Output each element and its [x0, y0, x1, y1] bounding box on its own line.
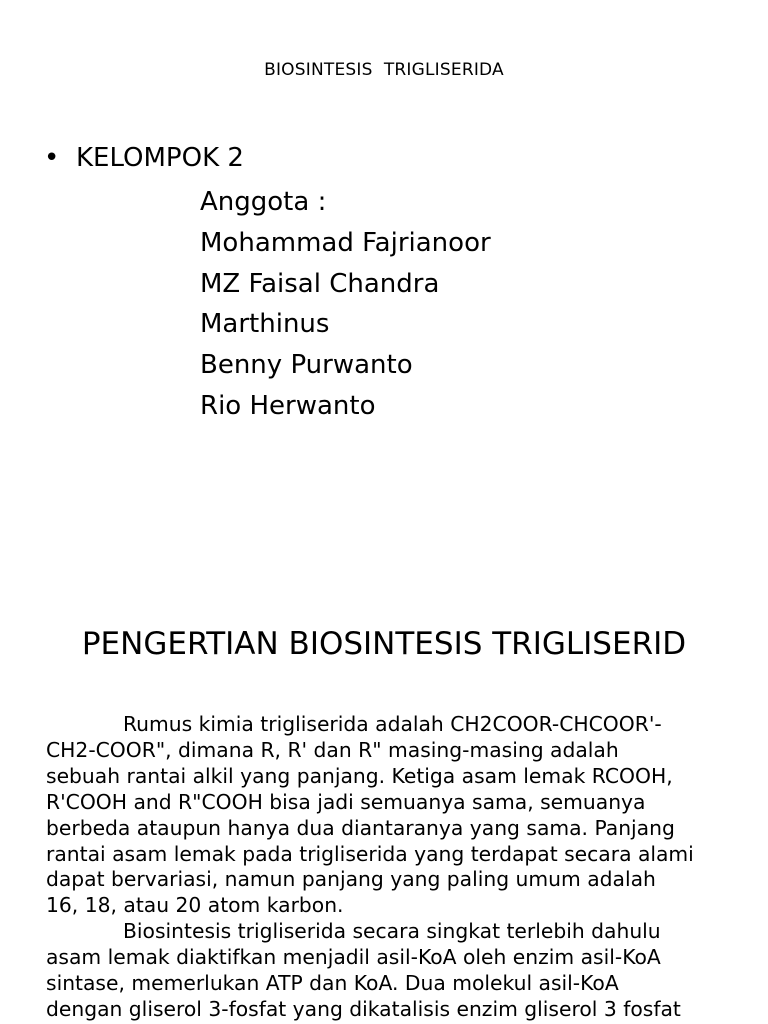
- member-name: Rio Herwanto: [200, 390, 376, 421]
- text-line: CH2-COOR", dimana R, R' dan R" masing-masing adalah: [46, 737, 619, 762]
- text-line: berbeda ataupun hanya dua diantaranya yang sama. Panjang: [46, 815, 675, 840]
- text-line: Rumus kimia trigliserida adalah CH2COOR-CHCOOR'-: [123, 712, 662, 736]
- text-line: sebuah rantai alkil yang panjang. Ketiga asam lemak RCOOH,: [46, 763, 673, 788]
- member-name: Mohammad Fajrianoor: [200, 227, 491, 258]
- slide-2-title: PENGERTIAN BIOSINTESIS TRIGLISERID: [81, 626, 687, 662]
- text-line: rantai asam lemak pada trigliserida yang terdapat secara alami: [46, 841, 694, 866]
- text-line: asam lemak diaktifkan menjadil asil-KoA oleh enzim asil-KoA: [46, 945, 661, 970]
- members-label: Anggota :: [200, 187, 327, 217]
- paragraph-1: [46, 712, 736, 919]
- slide-1-title: BIOSINTESIS TRIGLISERIDA: [264, 60, 504, 80]
- text-line: dapat bervariasi, namun panjang yang paling umum adalah: [46, 867, 656, 892]
- bullet-icon: •: [44, 143, 60, 173]
- text-line: sintase, memerlukan ATP dan KoA. Dua molekul asil-KoA: [46, 971, 619, 996]
- text-line: R'COOH and R"COOH bisa jadi semuanya sama, semuanya: [46, 789, 646, 814]
- text-line: dengan gliserol 3-fosfat yang dikatalisis enzim gliserol 3 fosfat: [46, 996, 681, 1021]
- member-name: Benny Purwanto: [200, 350, 413, 381]
- text-line: Biosintesis trigliserida secara singkat terlebih dahulu: [123, 919, 661, 944]
- text-line: 16, 18, atau 20 atom karbon.: [46, 893, 344, 918]
- member-name: MZ Faisal Chandra: [200, 268, 440, 299]
- paragraph-2: [46, 919, 736, 1023]
- group-name: KELOMPOK 2: [76, 143, 244, 173]
- bullet-item-group: [44, 141, 244, 175]
- member-list: [200, 182, 491, 427]
- member-name: Marthinus: [200, 309, 330, 340]
- body-text: [46, 712, 736, 1023]
